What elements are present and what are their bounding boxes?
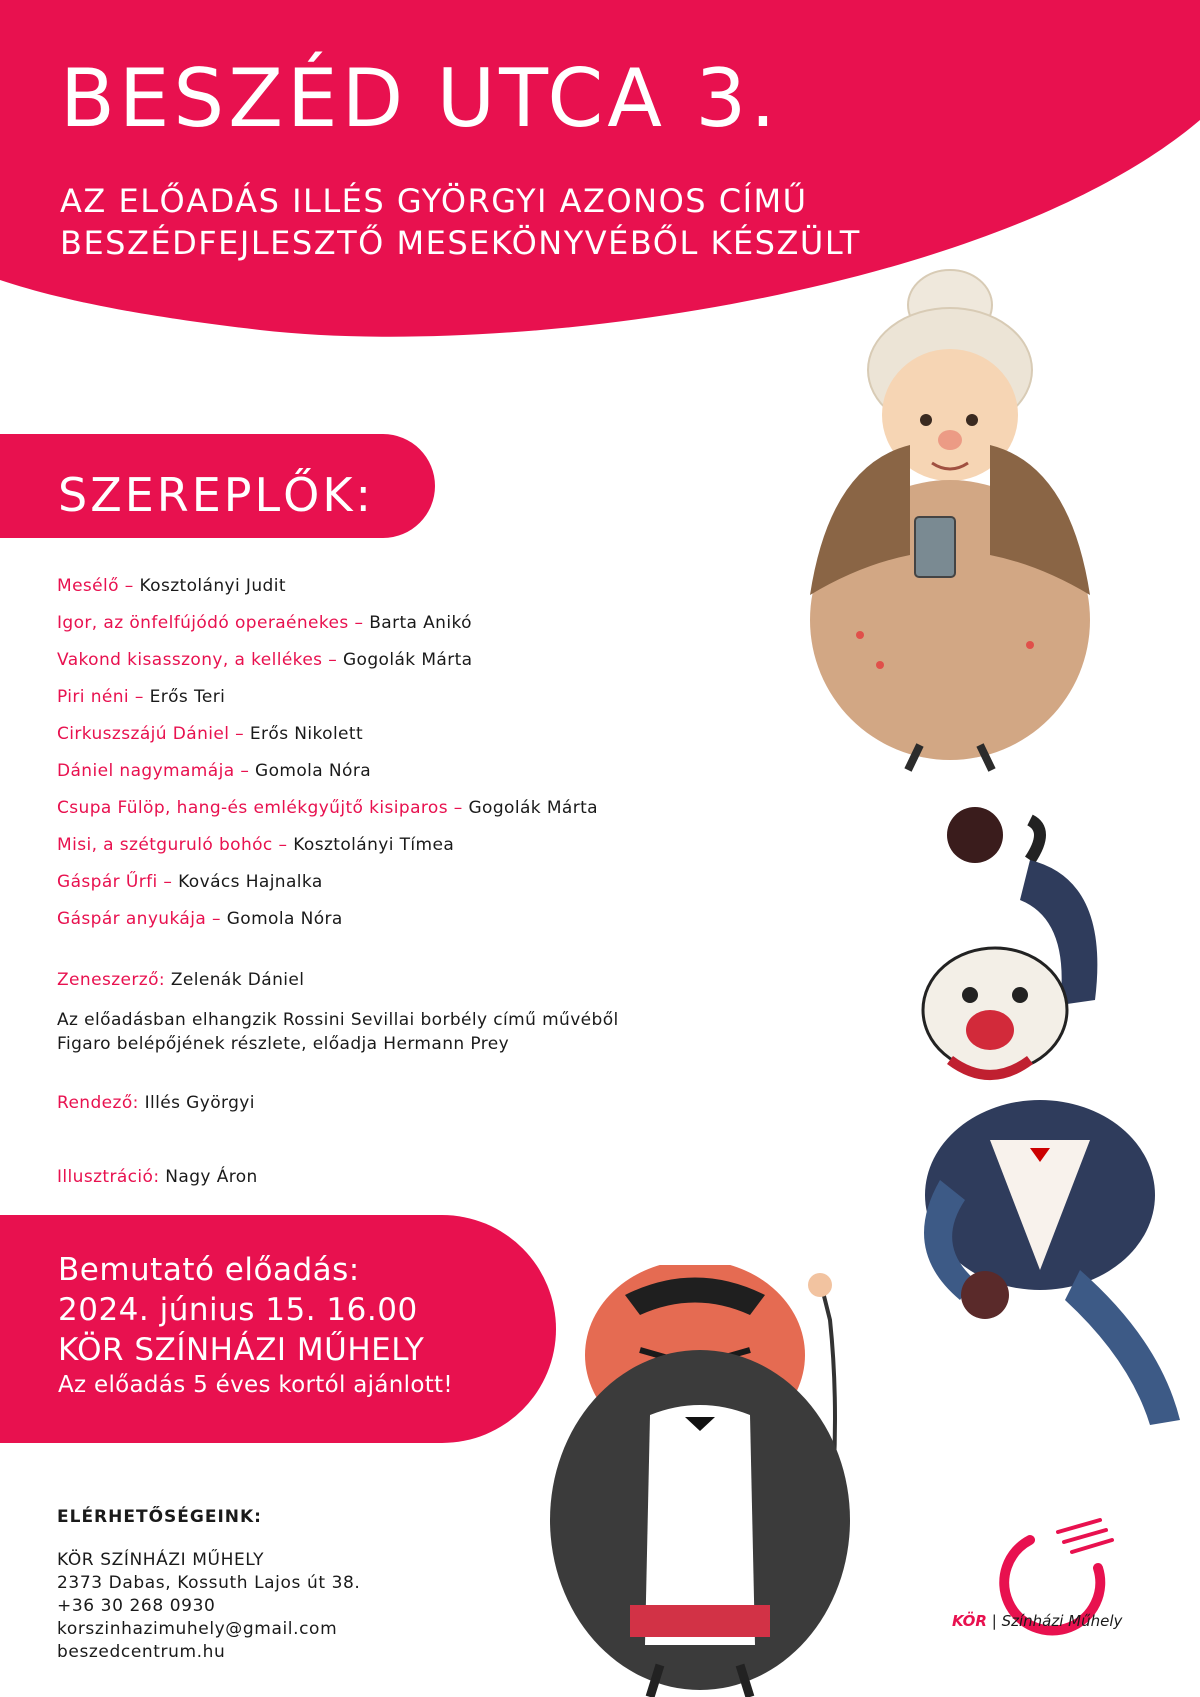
- contact-address: 2373 Dabas, Kossuth Lajos út 38.: [57, 1573, 361, 1593]
- contacts: [57, 1506, 360, 1664]
- cast-actor: Gomola Nóra: [220, 909, 343, 929]
- contact-org: KÖR SZÍNHÁZI MŰHELY: [57, 1550, 265, 1570]
- composer-label: Zeneszerző:: [57, 970, 166, 990]
- grandmother-illustration: [800, 265, 1100, 775]
- cast-role: Gáspár Űrfi –: [57, 872, 173, 892]
- cast-heading: SZEREPLŐK:: [58, 468, 375, 522]
- director-name: Illés Györgyi: [138, 1093, 255, 1113]
- cast-role: Csupa Fülöp, hang-és emlékgyűjtő kisiparos –: [57, 798, 463, 818]
- illustrator-credit: [57, 1165, 258, 1189]
- contact-email[interactable]: korszinhazimuhely@gmail.com: [57, 1619, 338, 1639]
- cast-item: [57, 909, 598, 946]
- logo-brand: KÖR: [952, 1612, 987, 1630]
- page-subtitle: [60, 180, 861, 264]
- logo-name: Színházi Műhely: [1001, 1612, 1123, 1630]
- page-title: BESZÉD UTCA 3.: [60, 52, 780, 145]
- director-label: Rendező:: [57, 1093, 139, 1113]
- subtitle-line-2: BESZÉDFEJLESZTŐ MESEKÖNYVÉBŐL KÉSZÜLT: [60, 224, 861, 262]
- cast-role: Piri néni –: [57, 687, 144, 707]
- music-note-line-1: Az előadásban elhangzik Rossini Sevillai borbély című művéből: [57, 1010, 619, 1030]
- composer-credit: [57, 968, 304, 992]
- cast-actor: Kovács Hajnalka: [172, 872, 323, 892]
- contact-phone: +36 30 268 0930: [57, 1596, 216, 1616]
- cast-item: [57, 613, 598, 650]
- music-note-line-2: Figaro belépőjének részlete, előadja Hermann Prey: [57, 1034, 510, 1054]
- subtitle-line-1: AZ ELŐADÁS ILLÉS GYÖRGYI AZONOS CÍMŰ: [60, 182, 808, 220]
- premiere-info: [58, 1250, 453, 1400]
- illustration-label: Illusztráció:: [57, 1167, 160, 1187]
- illustrator-name: Nagy Áron: [159, 1167, 258, 1187]
- opera-singer-illustration: [540, 1265, 870, 1697]
- cast-item: [57, 576, 598, 613]
- logo-wordmark: KÖR | Színházi Műhely: [952, 1612, 1123, 1630]
- cast-role: Cirkuszszájú Dániel –: [57, 724, 245, 744]
- cast-list: [57, 576, 598, 946]
- cast-actor: Erős Teri: [143, 687, 226, 707]
- cast-item: [57, 835, 598, 872]
- cast-role: Gáspár anyukája –: [57, 909, 221, 929]
- cast-item: [57, 872, 598, 909]
- contact-website[interactable]: beszedcentrum.hu: [57, 1642, 226, 1662]
- cast-item: [57, 724, 598, 761]
- director-credit: [57, 1091, 255, 1115]
- cast-role: Mesélő –: [57, 576, 134, 596]
- cast-actor: Kosztolányi Tímea: [287, 835, 455, 855]
- clown-illustration: [880, 800, 1190, 1430]
- cast-actor: Erős Nikolett: [244, 724, 364, 744]
- premiere-date: 2024. június 15. 16.00: [58, 1292, 418, 1328]
- cast-item: [57, 798, 598, 835]
- cast-actor: Kosztolányi Judit: [133, 576, 286, 596]
- cast-actor: Gomola Nóra: [249, 761, 372, 781]
- cast-actor: Gogolák Márta: [462, 798, 598, 818]
- cast-item: [57, 761, 598, 798]
- music-note: [57, 1008, 619, 1056]
- cast-actor: Barta Anikó: [363, 613, 472, 633]
- composer-name: Zelenák Dániel: [165, 970, 305, 990]
- cast-actor: Gogolák Márta: [337, 650, 473, 670]
- premiere-age-note: Az előadás 5 éves kortól ajánlott!: [58, 1372, 453, 1398]
- cast-role: Igor, az önfelfújódó operaénekes –: [57, 613, 364, 633]
- cast-role: Vakond kisasszony, a kellékes –: [57, 650, 338, 670]
- contacts-heading: ELÉRHETŐSÉGEINK:: [57, 1507, 262, 1527]
- premiere-title: Bemutató előadás:: [58, 1252, 360, 1288]
- cast-role: Misi, a szétguruló bohóc –: [57, 835, 288, 855]
- cast-role: Dániel nagymamája –: [57, 761, 250, 781]
- cast-item: [57, 650, 598, 687]
- cast-item: [57, 687, 598, 724]
- premiere-venue: KÖR SZÍNHÁZI MŰHELY: [58, 1332, 425, 1368]
